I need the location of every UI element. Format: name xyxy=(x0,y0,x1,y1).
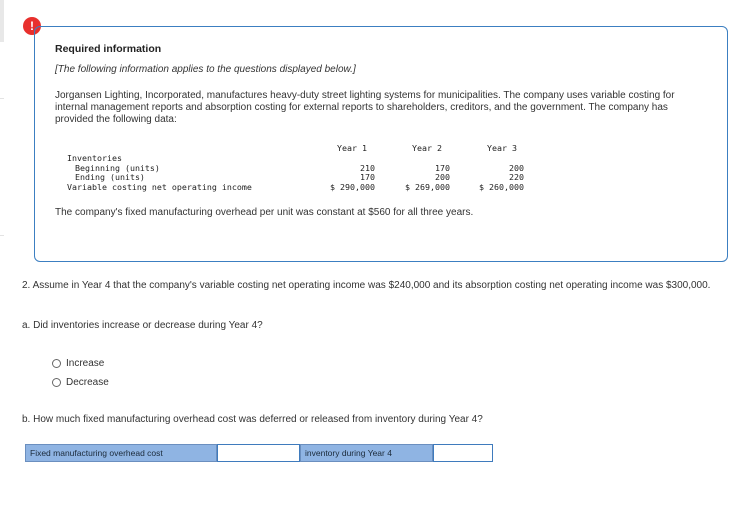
left-edge-marker xyxy=(0,0,4,42)
answer-row xyxy=(25,444,493,462)
required-information-box xyxy=(34,26,728,262)
inventory-dropdown[interactable]: inventory during Year 4 xyxy=(300,444,433,462)
part-a-question: a. Did inventories increase or decrease during Year 4? xyxy=(22,320,263,331)
data-table xyxy=(67,143,557,195)
table-cell: 200 xyxy=(509,163,524,173)
overhead-label: Fixed manufacturing overhead cost xyxy=(25,444,217,462)
alert-icon: ! xyxy=(23,17,41,35)
question-2-text: 2. Assume in Year 4 that the company's variable costing net operating income was $240,000 and its absorption costing net operating income was $300,000. xyxy=(22,280,711,291)
table-cell: 170 xyxy=(360,172,375,182)
part-b-question: b. How much fixed manufacturing overhead cost was deferred or released from inventory during Year 4? xyxy=(22,414,483,425)
info-subtitle: [The following information applies to the questions displayed below.] xyxy=(55,64,356,75)
inventory-input[interactable] xyxy=(433,444,493,462)
table-cell: $ 290,000 xyxy=(330,182,375,192)
table-cell: 210 xyxy=(360,163,375,173)
option-label: Decrease xyxy=(66,377,109,388)
info-description: Jorgansen Lighting, Incorporated, manufactures heavy-duty street lighting systems for municipalities. The company uses variable costing for internal management reports and absorption costing for external reports to shareholders, creditors, and the government. The company has provided the following data: xyxy=(55,90,675,125)
info-note: The company's fixed manufacturing overhead per unit was constant at $560 for all three years. xyxy=(55,207,474,218)
option-label: Increase xyxy=(66,358,105,369)
row-label: Variable costing net operating income xyxy=(67,182,252,192)
column-header: Year 3 xyxy=(487,143,517,153)
row-label: Beginning (units) xyxy=(75,163,160,173)
column-header: Year 1 xyxy=(337,143,367,153)
radio-button[interactable] xyxy=(52,378,61,387)
option-decrease[interactable] xyxy=(52,377,109,388)
table-cell: $ 269,000 xyxy=(405,182,450,192)
table-cell: 200 xyxy=(435,172,450,182)
table-cell: $ 260,000 xyxy=(479,182,524,192)
info-title: Required information xyxy=(55,43,162,55)
column-header: Year 2 xyxy=(412,143,442,153)
table-cell: 220 xyxy=(509,172,524,182)
overhead-input[interactable] xyxy=(217,444,300,462)
radio-button[interactable] xyxy=(52,359,61,368)
table-cell: 170 xyxy=(435,163,450,173)
option-increase[interactable] xyxy=(52,358,104,369)
row-label: Ending (units) xyxy=(75,172,145,182)
left-edge-divider xyxy=(0,98,4,236)
section-label: Inventories xyxy=(67,153,122,163)
